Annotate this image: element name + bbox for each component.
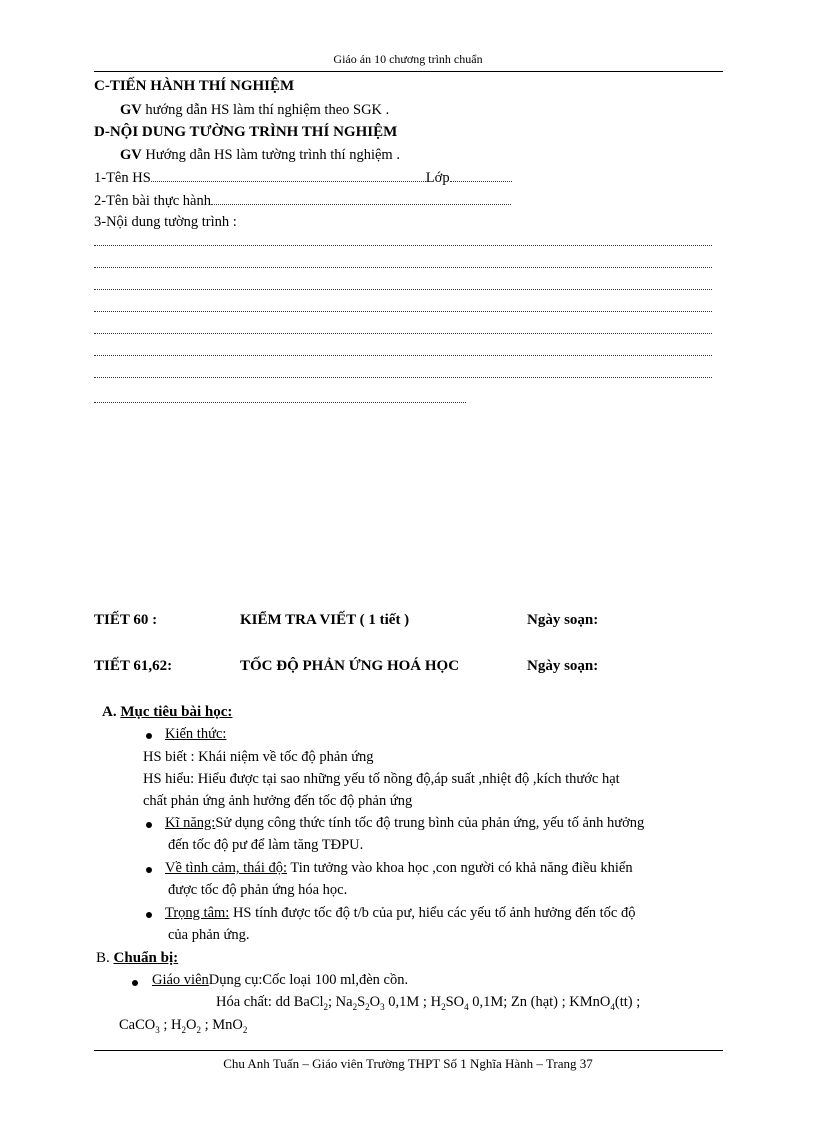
knowledge-label: Kiến thức: <box>165 726 227 742</box>
lesson-61-date: Ngày soạn: <box>527 658 599 674</box>
section-c-heading: C-TIẾN HÀNH THÍ NGHIỆM <box>94 78 295 94</box>
class-blank <box>450 171 512 182</box>
section-b-heading <box>96 950 178 967</box>
header-rule <box>94 71 723 72</box>
focus-line-1 <box>165 905 635 922</box>
chem-subscript: 4 <box>464 1001 469 1012</box>
lesson-60-code: TIẾT 60 : <box>94 612 158 628</box>
lesson-60-title: KIỂM TRA VIẾT ( 1 tiết ) <box>240 612 410 628</box>
section-b-prefix: B. <box>96 950 110 966</box>
chem-subscript: 3 <box>155 1024 160 1035</box>
section-c-line <box>120 102 389 119</box>
hs-understand-text-2: chất phản ứng ảnh hưởng đến tốc độ phản ứng <box>143 793 413 809</box>
chem-text: ; MnO <box>200 1017 243 1033</box>
chem-text: 0,1M ; H <box>384 994 442 1010</box>
section-c-text: hướng dẫn HS làm thí nghiệm theo SGK . <box>145 102 390 118</box>
tools-text: Dụng cụ:Cốc loại 100 ml,đèn cồn. <box>208 972 409 988</box>
lesson-61-title: TỐC ĐỘ PHẢN ỨNG HOÁ HỌC <box>240 658 460 674</box>
page-header: Giáo án 10 chương trình chuẩn <box>333 52 483 66</box>
chem-text: CaCO <box>119 1017 156 1033</box>
chem-text: 0,1M; Zn (hạt) ; KMnO <box>468 994 611 1010</box>
lesson-name-label: 2-Tên bài thực hành <box>94 193 211 209</box>
student-name-label: 1-Tên HS <box>94 170 151 186</box>
writing-line <box>94 311 712 312</box>
skill-text-1: Sử dụng công thức tính tốc độ trung bình của phản ứng, yếu tố ảnh hưởng <box>215 815 645 831</box>
gv-label: GV <box>120 147 142 163</box>
lesson-60-date: Ngày soạn: <box>527 612 599 628</box>
chem-subscript: 2 <box>352 1001 358 1012</box>
teacher-line <box>152 972 408 989</box>
bullet-icon <box>146 733 152 739</box>
writing-line <box>94 355 712 356</box>
skill-line-1 <box>165 815 644 832</box>
hs-know-text: HS biết : Khái niệm về tốc độ phản ứng <box>143 749 374 765</box>
section-d-line <box>120 147 400 164</box>
attitude-line-1 <box>165 860 633 877</box>
chem-text: O <box>369 994 381 1010</box>
writing-line <box>94 289 712 290</box>
chem-subscript: 4 <box>610 1001 615 1012</box>
attitude-text-1: Tin tưởng vào khoa học ,con người có khả năng điều khiển <box>290 860 633 876</box>
chem-subscript: 2 <box>196 1024 201 1035</box>
chem-text: (tt) ; <box>614 994 641 1010</box>
writing-line-short <box>94 402 466 403</box>
page-footer: Chu Anh Tuấn – Giáo viên Trường THPT Số 1 Nghĩa Hành – Trang 37 <box>223 1056 593 1071</box>
chem-subscript: 2 <box>242 1024 248 1035</box>
chem-text: S <box>357 994 366 1010</box>
chem-subscript: 2 <box>365 1001 370 1012</box>
section-a-title: Mục tiêu bài học: <box>120 704 233 720</box>
section-a-heading <box>102 704 232 721</box>
attitude-label: Về tình cảm, thái độ: <box>165 860 288 876</box>
bullet-icon <box>146 822 152 828</box>
focus-text-1: HS tính được tốc độ t/b của pư, hiểu các yếu tố ảnh hưởng đến tốc độ <box>232 905 636 921</box>
section-b-title: Chuẩn bị: <box>113 950 179 966</box>
section-d-text: Hướng dẫn HS làm tường trình thí nghiệm . <box>145 147 400 163</box>
chem-text: ; H <box>159 1017 182 1033</box>
skill-text-2: đến tốc độ pư để làm tăng TĐPU. <box>168 837 364 853</box>
section-d-heading: D-NỘI DUNG TƯỜNG TRÌNH THÍ NGHIỆM <box>94 124 398 140</box>
chem-subscript: 3 <box>380 1001 385 1012</box>
chemicals-line-2 <box>119 1017 247 1035</box>
chem-subscript: 2 <box>181 1024 186 1035</box>
writing-line <box>94 267 712 268</box>
chem-text: ; Na <box>328 994 353 1010</box>
chemicals-line <box>216 994 640 1012</box>
student-name-blank <box>151 171 426 182</box>
lesson-name-blank <box>211 194 511 205</box>
chem-subscript: 2 <box>441 1001 446 1012</box>
chem-text: Hóa chất: dd BaCl <box>216 994 324 1010</box>
chem-subscript: 2 <box>323 1001 329 1012</box>
chem-text: O <box>186 1017 197 1033</box>
class-label: Lớp <box>425 170 450 186</box>
lesson-61-code: TIẾT 61,62: <box>94 658 173 674</box>
writing-line <box>94 377 712 378</box>
bullet-icon <box>146 912 152 918</box>
gv-label: GV <box>120 102 142 118</box>
report-content-label: 3-Nội dung tường trình : <box>94 214 237 230</box>
teacher-label: Giáo viên <box>152 972 209 988</box>
focus-label: Trọng tâm: <box>165 905 230 921</box>
focus-text-2: của phản ứng. <box>168 927 250 943</box>
writing-line <box>94 333 712 334</box>
hs-understand-text-1: HS hiểu: Hiểu được tại sao những yếu tố nồng độ,áp suất ,nhiệt độ ,kích thước hạt <box>143 771 620 787</box>
lesson-name-line <box>94 193 511 210</box>
writing-line <box>94 245 712 246</box>
bullet-icon <box>146 867 152 873</box>
section-a-prefix: A. <box>102 704 117 720</box>
student-name-line <box>94 170 512 187</box>
footer-rule <box>94 1050 723 1051</box>
chem-text: SO <box>445 994 465 1010</box>
bullet-icon <box>132 980 138 986</box>
skill-label: Kĩ năng: <box>165 815 216 831</box>
attitude-text-2: được tốc độ phản ứng hóa học. <box>168 882 348 898</box>
